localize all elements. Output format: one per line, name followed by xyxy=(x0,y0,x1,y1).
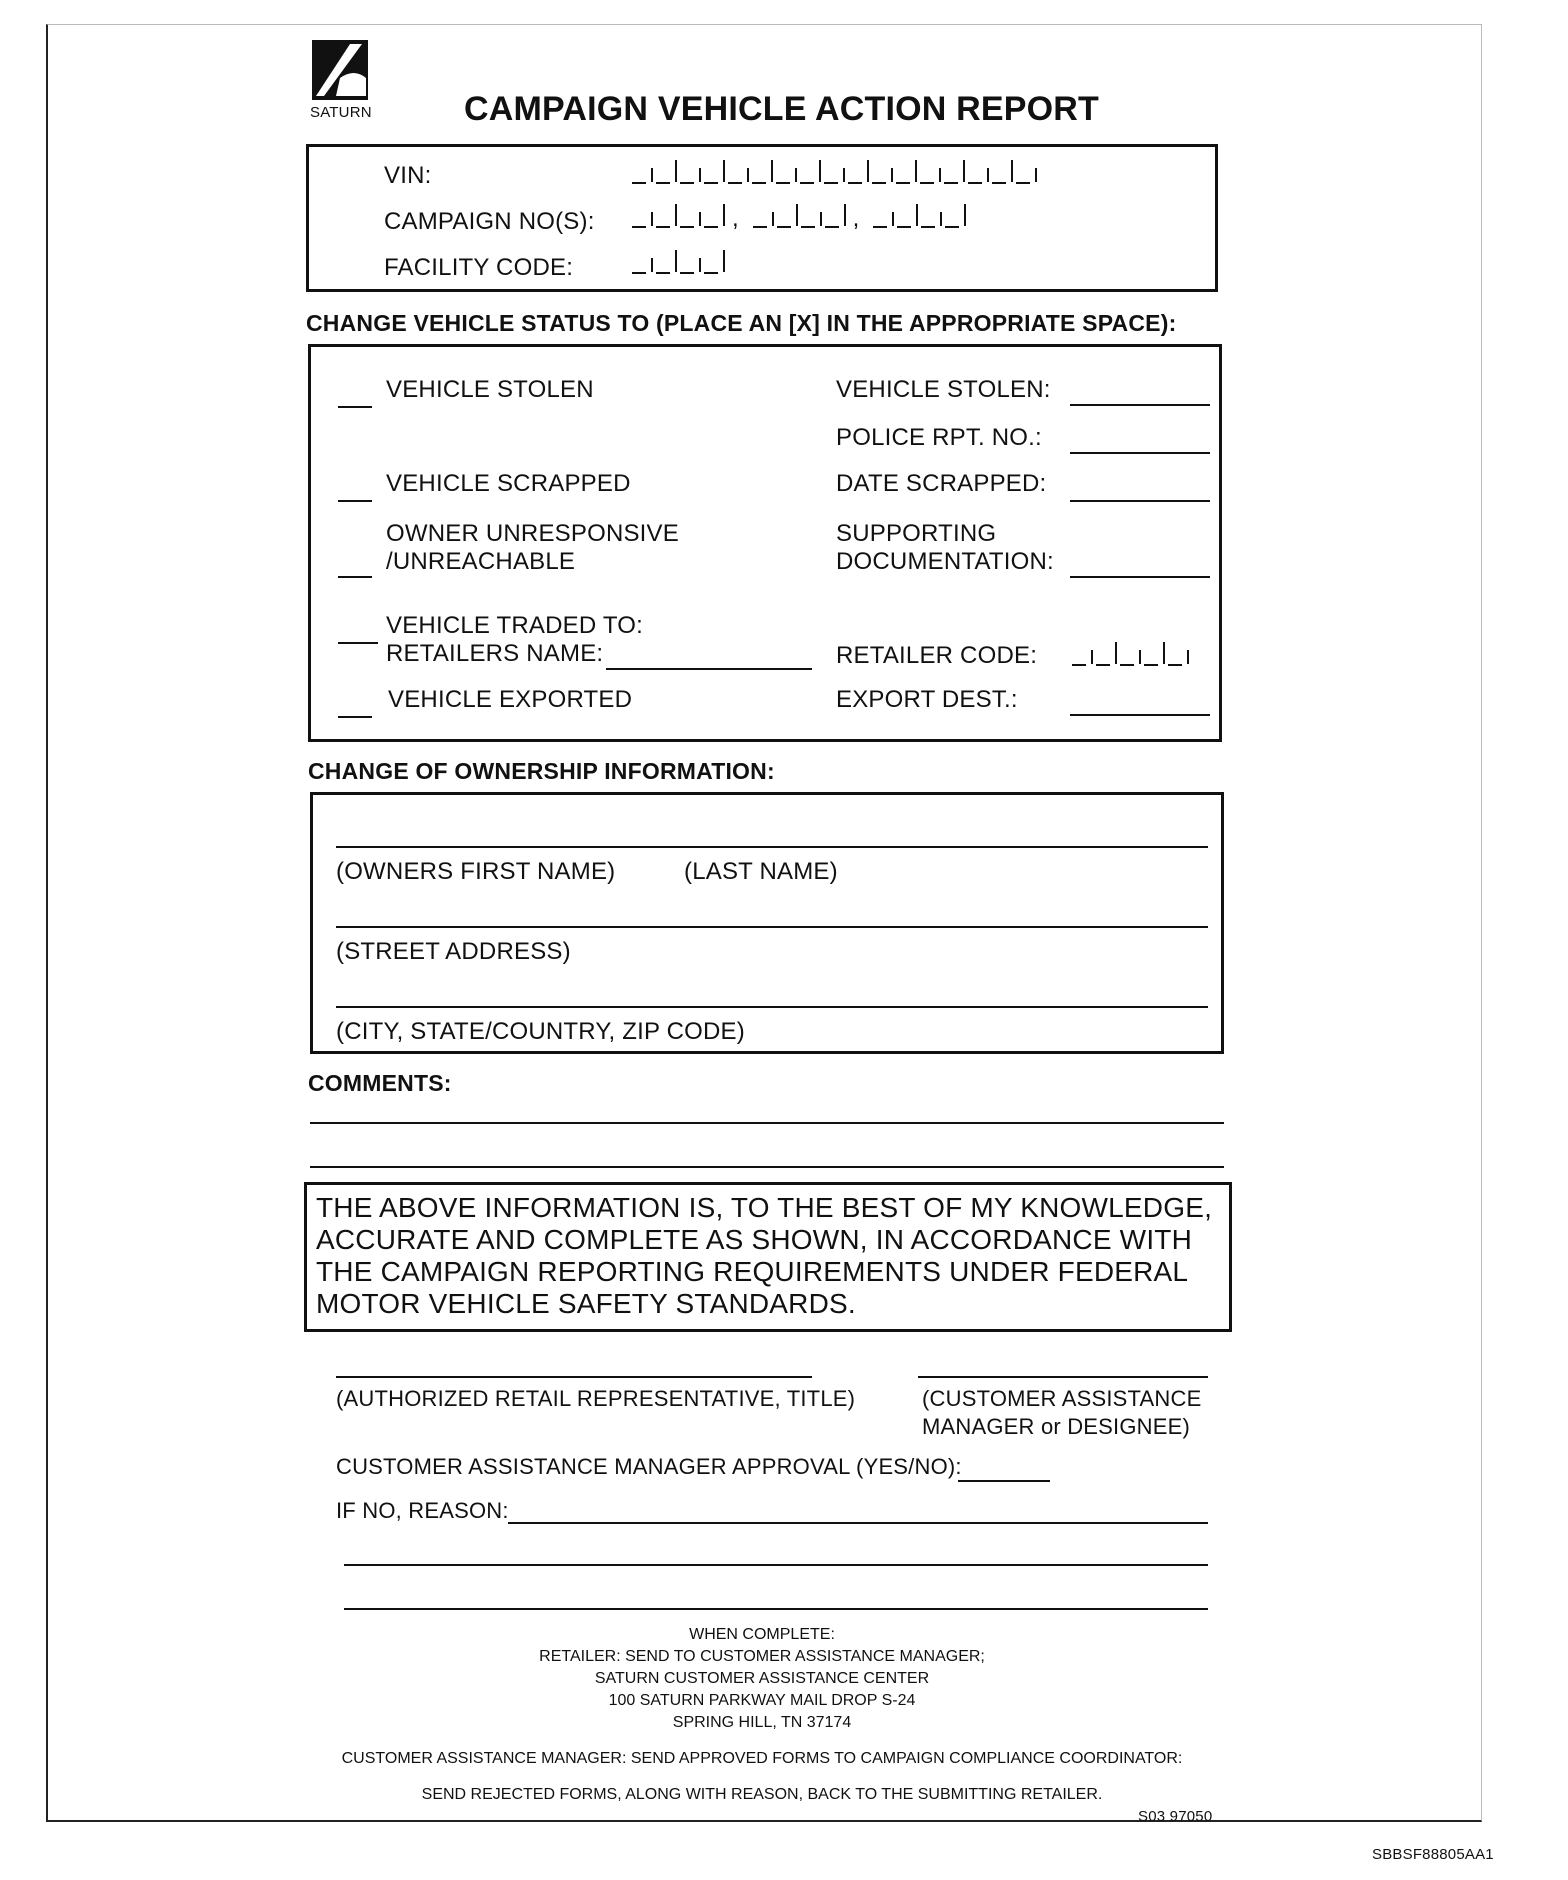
footer-line-2: RETAILER: SEND TO CUSTOMER ASSISTANCE MANAGER; xyxy=(539,1648,985,1665)
comments-heading: COMMENTS: xyxy=(308,1070,452,1096)
reference-code: SBBSF88805AA1 xyxy=(1372,1846,1494,1863)
footer-line-6: CUSTOMER ASSISTANCE MANAGER: SEND APPROVED FORMS TO CAMPAIGN COMPLIANCE COORDINATOR: xyxy=(341,1750,1183,1767)
reason-line-2[interactable] xyxy=(344,1564,1208,1566)
vin-entry-boxes[interactable] xyxy=(632,166,1040,184)
stolen-checkbox[interactable] xyxy=(338,406,372,408)
certification-line-2: ACCURATE AND COMPLETE AS SHOWN, IN ACCORDANCE WITH xyxy=(316,1224,1193,1255)
approval-label: CUSTOMER ASSISTANCE MANAGER APPROVAL (YES/NO): xyxy=(336,1454,962,1479)
street-address-caption: (STREET ADDRESS) xyxy=(336,938,571,965)
cam-signature-line[interactable] xyxy=(918,1376,1208,1378)
footer-line-3: SATURN CUSTOMER ASSISTANCE CENTER xyxy=(594,1670,930,1687)
ownership-heading: CHANGE OF OWNERSHIP INFORMATION: xyxy=(308,758,775,784)
export-dest-label: EXPORT DEST.: xyxy=(836,686,1018,713)
form-title: CAMPAIGN VEHICLE ACTION REPORT xyxy=(464,90,1100,128)
vin-label: VIN: xyxy=(384,162,432,189)
traded-label-2: RETAILERS NAME: xyxy=(386,640,604,667)
retailers-name-field[interactable] xyxy=(606,668,812,670)
campaign-label: CAMPAIGN NO(S): xyxy=(384,208,595,235)
owner-first-name-caption: (OWNERS FIRST NAME) xyxy=(336,858,616,885)
logo-wordmark: SATURN xyxy=(310,104,372,121)
reason-line-1[interactable] xyxy=(508,1522,1208,1524)
retailer-code-label: RETAILER CODE: xyxy=(836,642,1038,669)
city-state-zip-caption: (CITY, STATE/COUNTRY, ZIP CODE) xyxy=(336,1018,745,1045)
cam-signature-caption-2: MANAGER or DESIGNEE) xyxy=(922,1414,1191,1439)
exported-label: VEHICLE EXPORTED xyxy=(388,686,633,713)
traded-label-1: VEHICLE TRADED TO: xyxy=(386,612,644,639)
supporting-label-1: SUPPORTING xyxy=(836,520,997,547)
facility-entry-boxes[interactable] xyxy=(632,256,728,274)
police-report-label: POLICE RPT. NO.: xyxy=(836,424,1042,451)
saturn-logo xyxy=(310,38,372,126)
retailer-code-boxes[interactable] xyxy=(1072,648,1192,666)
supporting-doc-field[interactable] xyxy=(1070,576,1210,578)
footer-line-7: SEND REJECTED FORMS, ALONG WITH REASON, BACK TO THE SUBMITTING RETAILER. xyxy=(421,1786,1103,1803)
owner-name-field[interactable] xyxy=(336,846,1208,848)
street-address-field[interactable] xyxy=(336,926,1208,928)
owner-label-1: OWNER UNRESPONSIVE xyxy=(386,520,679,547)
cam-signature-caption-1: (CUSTOMER ASSISTANCE xyxy=(922,1386,1202,1411)
date-scrapped-label: DATE SCRAPPED: xyxy=(836,470,1047,497)
saturn-logo-icon xyxy=(310,38,372,104)
status-heading: CHANGE VEHICLE STATUS TO (PLACE AN [X] IN THE APPROPRIATE SPACE): xyxy=(306,310,1177,336)
footer-line-4: 100 SATURN PARKWAY MAIL DROP S-24 xyxy=(608,1692,916,1709)
date-scrapped-field[interactable] xyxy=(1070,500,1210,502)
certification-line-3: THE CAMPAIGN REPORTING REQUIREMENTS UNDER FEDERAL xyxy=(316,1256,1189,1287)
owner-checkbox[interactable] xyxy=(338,576,372,578)
footer-instructions xyxy=(300,1626,1224,1806)
reason-label: IF NO, REASON: xyxy=(336,1498,509,1523)
certification-line-4: MOTOR VEHICLE SAFETY STANDARDS. xyxy=(316,1288,856,1319)
exported-checkbox[interactable] xyxy=(338,716,372,718)
footer-line-1: WHEN COMPLETE: xyxy=(689,1626,835,1643)
form-number: S03 97050 xyxy=(1138,1808,1213,1825)
city-state-zip-field[interactable] xyxy=(336,1006,1208,1008)
stolen-date-field[interactable] xyxy=(1070,404,1210,406)
reason-line-3[interactable] xyxy=(344,1608,1208,1610)
approval-field[interactable] xyxy=(958,1480,1050,1482)
stolen-label: VEHICLE STOLEN xyxy=(386,376,594,403)
ownership-box xyxy=(310,792,1224,1054)
comments-line-1[interactable] xyxy=(310,1122,1224,1124)
supporting-label-2: DOCUMENTATION: xyxy=(836,548,1054,575)
scrapped-checkbox[interactable] xyxy=(338,500,372,502)
facility-label: FACILITY CODE: xyxy=(384,254,574,281)
footer-line-5: SPRING HILL, TN 37174 xyxy=(672,1714,852,1731)
certification-line-1: THE ABOVE INFORMATION IS, TO THE BEST OF MY KNOWLEDGE, xyxy=(316,1192,1213,1223)
police-report-field[interactable] xyxy=(1070,452,1210,454)
rep-signature-caption: (AUTHORIZED RETAIL REPRESENTATIVE, TITLE) xyxy=(336,1386,856,1411)
comments-line-2[interactable] xyxy=(310,1166,1224,1168)
traded-checkbox[interactable] xyxy=(338,642,378,644)
scrapped-label: VEHICLE SCRAPPED xyxy=(386,470,631,497)
export-dest-field[interactable] xyxy=(1070,714,1210,716)
campaign-entry-boxes[interactable]: , , xyxy=(632,210,969,228)
rep-signature-line[interactable] xyxy=(336,1376,812,1378)
stolen-right-label: VEHICLE STOLEN: xyxy=(836,376,1051,403)
owner-label-2: /UNREACHABLE xyxy=(386,548,576,575)
owner-last-name-caption: (LAST NAME) xyxy=(684,858,838,885)
